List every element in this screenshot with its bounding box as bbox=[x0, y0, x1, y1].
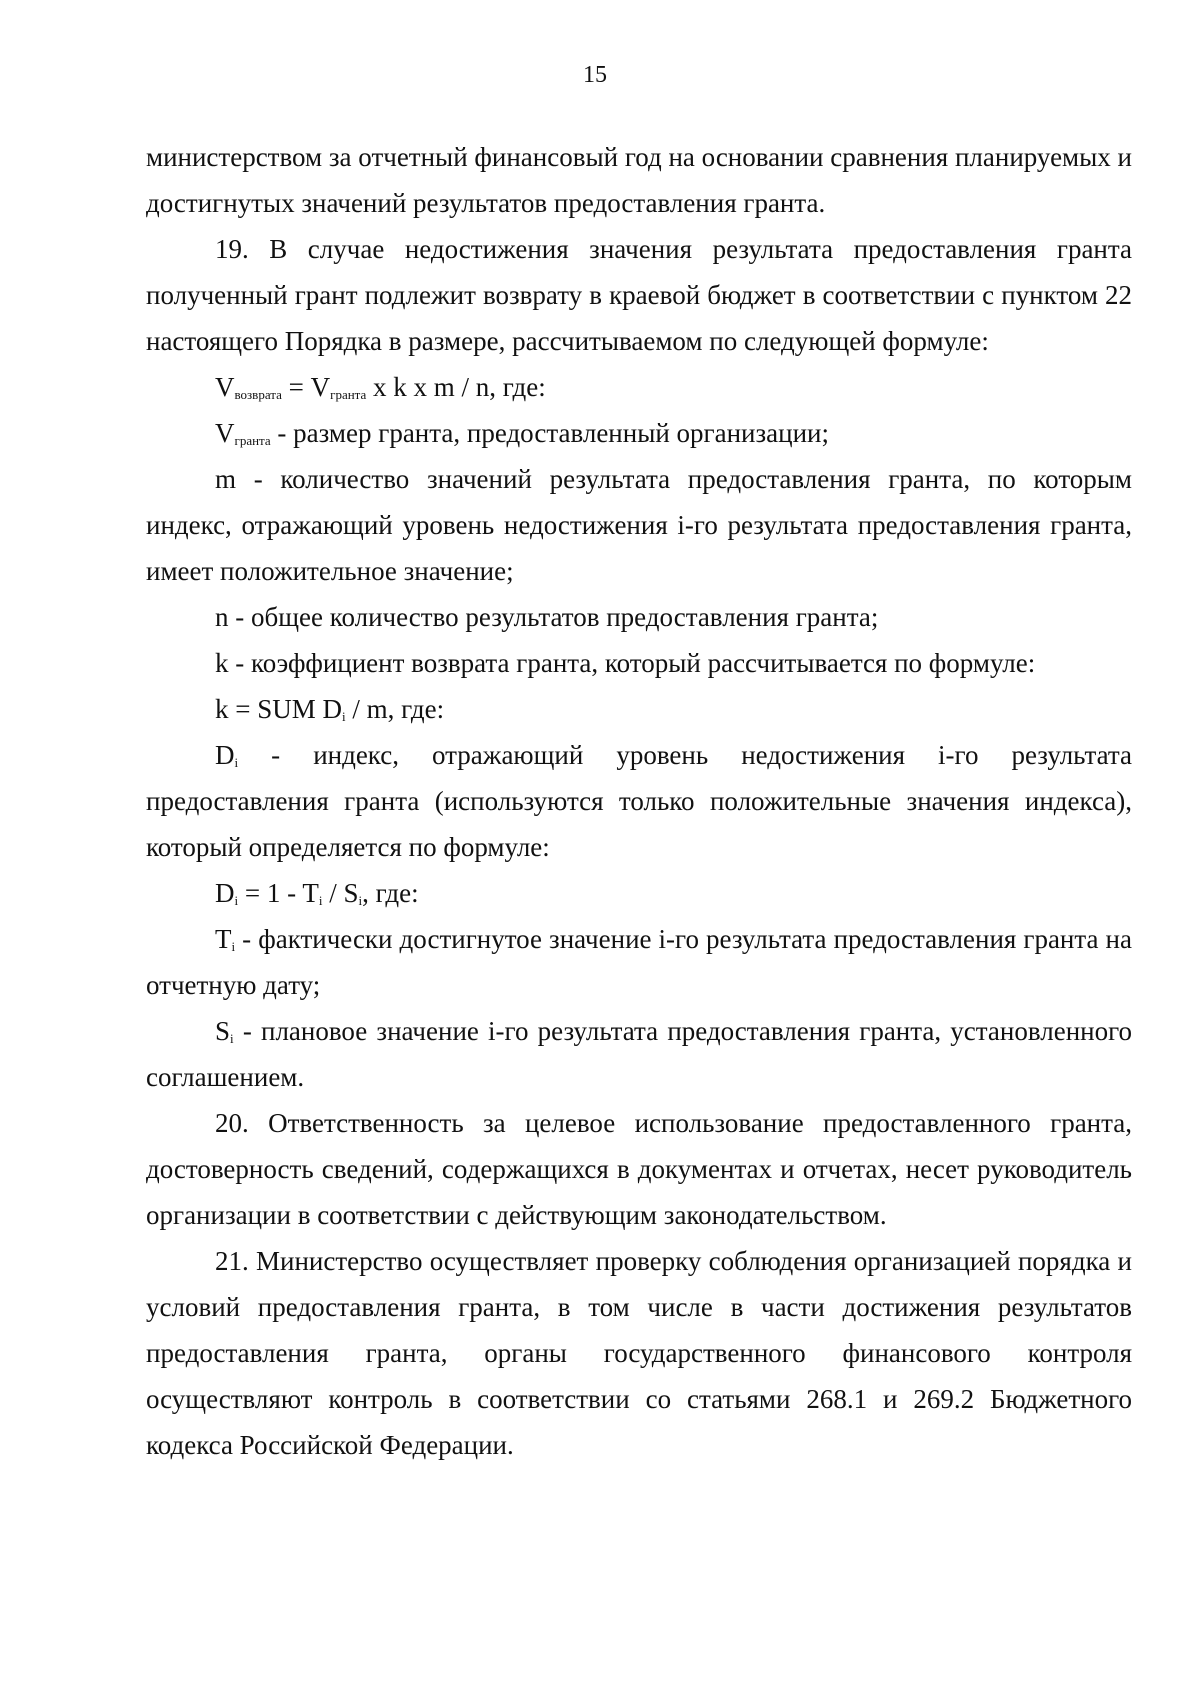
formula-d-subscript-3: i bbox=[358, 893, 363, 908]
page-number: 15 bbox=[583, 62, 607, 88]
formula-v-symbol: V bbox=[215, 372, 235, 402]
definition-n: n - общее количество результатов предоставления гранта; bbox=[215, 602, 879, 632]
definition-v-subscript: гранта bbox=[234, 433, 271, 448]
formula-k-right: / m, где: bbox=[345, 694, 445, 724]
formula-return-volume bbox=[146, 364, 1132, 410]
formula-k-subscript: i bbox=[342, 709, 346, 724]
definition-t bbox=[146, 916, 1132, 1008]
definition-t-subscript: i bbox=[231, 939, 236, 954]
definition-s-text: - плановое значение i-го результата предоставления гранта, установленного соглашением. bbox=[146, 1016, 1132, 1092]
formula-subscript-grant: гранта bbox=[330, 387, 367, 402]
definition-d-symbol: D bbox=[215, 740, 235, 770]
formula-rest: x k x m / n, где: bbox=[366, 372, 546, 402]
definition-m: m - количество значений результата предоставления гранта, по которым индекс, отражающий уровень недостижения i-го результата предоставления гранта, имеет положительное значение; bbox=[146, 464, 1132, 586]
paragraph-intro: министерством за отчетный финансовый год на основании сравнения планируемых и достигнутых значений результатов предоставления гранта. bbox=[146, 142, 1132, 218]
definition-d bbox=[146, 732, 1132, 870]
definition-s-subscript: i bbox=[230, 1031, 234, 1046]
formula-d-part-d: , где: bbox=[362, 878, 419, 908]
document-body bbox=[146, 134, 1132, 1468]
definition-s-symbol: S bbox=[215, 1016, 231, 1046]
formula-d-part-a: D bbox=[215, 878, 235, 908]
definition-v-symbol: V bbox=[215, 418, 235, 448]
definition-v-text: - размер гранта, предоставленный организации; bbox=[270, 418, 829, 448]
formula-d-subscript-1: i bbox=[234, 893, 239, 908]
formula-d bbox=[146, 870, 1132, 916]
definition-d-subscript: i bbox=[234, 755, 239, 770]
paragraph-20: 20. Ответственность за целевое использование предоставленного гранта, достоверность сведений, содержащихся в документах и отчетах, несет руководитель организации в соответствии с действующим законодательством. bbox=[146, 1108, 1132, 1230]
formula-subscript-return: возврата bbox=[234, 387, 282, 402]
definition-s bbox=[146, 1008, 1132, 1100]
formula-k bbox=[146, 686, 1132, 732]
definition-k: k - коэффициент возврата гранта, который рассчитывается по формуле: bbox=[215, 648, 1036, 678]
formula-d-subscript-2: i bbox=[318, 893, 323, 908]
formula-equals-v: = V bbox=[281, 372, 331, 402]
paragraph-19: 19. В случае недостижения значения результата предоставления гранта полученный грант подлежит возврату в краевой бюджет в соответствии с пунктом 22 настоящего Порядка в размере, рассчитываемом по следующей формуле: bbox=[146, 234, 1132, 356]
formula-k-left: k = SUM D bbox=[215, 694, 342, 724]
definition-v-grant bbox=[146, 410, 1132, 456]
definition-d-text: - индекс, отражающий уровень недостижения i-го результата предоставления гранта (используются только положительные значения индекса), который определяется по формуле: bbox=[146, 740, 1132, 862]
definition-t-symbol: T bbox=[215, 924, 232, 954]
paragraph-21: 21. Министерство осуществляет проверку соблюдения организацией порядка и условий предоставления гранта, в том числе в части достижения результатов предоставления гранта, органы государственного финансового контроля осуществляют контроль в соответствии со статьями 268.1 и 269.2 Бюджетного кодекса Российской Федерации. bbox=[146, 1246, 1132, 1460]
formula-d-part-b: = 1 - T bbox=[238, 878, 319, 908]
definition-t-text: - фактически достигнутое значение i-го результата предоставления гранта на отчетную дату; bbox=[146, 924, 1132, 1000]
formula-d-part-c: / S bbox=[322, 878, 359, 908]
